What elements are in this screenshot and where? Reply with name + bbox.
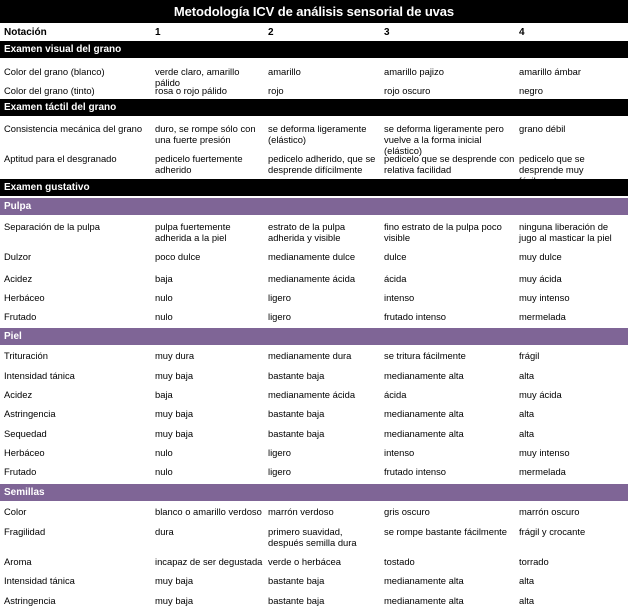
row-label: Astringencia <box>4 595 56 606</box>
section-examen-tactil: Examen táctil del grano <box>0 99 628 116</box>
cell-3: ácida <box>384 273 407 284</box>
cell-2: primero suavidad, después semilla dura <box>268 526 357 548</box>
cell-1: muy baja <box>155 575 194 586</box>
cell-3: se rompe bastante fácilmente <box>384 526 507 537</box>
cell-1: nulo <box>155 292 173 303</box>
header-col-3: 3 <box>384 27 390 38</box>
row-label: Acidez <box>4 273 33 284</box>
cell-1: pulpa fuertemente adherida a la piel <box>155 221 231 243</box>
cell-3: tostado <box>384 556 415 567</box>
cell-1: muy baja <box>155 595 194 606</box>
section-examen-visual: Examen visual del grano <box>0 41 628 58</box>
cell-2: pedicelo adherido, que se desprende difícilmente <box>268 153 376 175</box>
cell-2: bastante baja <box>268 370 325 381</box>
cell-1: blanco o amarillo verdoso <box>155 506 262 517</box>
cell-1: nulo <box>155 447 173 458</box>
cell-2: bastante baja <box>268 408 325 419</box>
cell-4: alta <box>519 575 535 586</box>
cell-1: rosa o rojo pálido <box>155 85 227 96</box>
cell-4: alta <box>519 595 535 606</box>
cell-4: muy dulce <box>519 251 562 262</box>
row-label: Intensidad tánica <box>4 370 75 381</box>
row-label: Trituración <box>4 350 48 361</box>
cell-4: negro <box>519 85 543 96</box>
cell-1: incapaz de ser degustada <box>155 556 263 567</box>
cell-4: mermelada <box>519 466 566 477</box>
cell-2: marrón verdoso <box>268 506 334 517</box>
cell-3: frutado intenso <box>384 466 447 477</box>
cell-3: medianamente alta <box>384 408 464 419</box>
cell-1: pedicelo fuertemente adherido <box>155 153 243 175</box>
cell-3: dulce <box>384 251 407 262</box>
row-label: Consistencia mecánica del grano <box>4 123 143 134</box>
cell-3: medianamente alta <box>384 575 464 586</box>
cell-4: frágil <box>519 350 540 361</box>
section-examen-gustativo: Examen gustativo <box>0 179 628 196</box>
table-title: Metodología ICV de análisis sensorial de uvas <box>0 0 628 23</box>
subsection-pulpa: Pulpa <box>0 198 628 215</box>
cell-1: nulo <box>155 311 173 322</box>
cell-2: bastante baja <box>268 575 325 586</box>
subsection-semillas: Semillas <box>0 484 628 501</box>
cell-3: se deforma ligeramente pero vuelve a la forma inicial (elástico) <box>384 123 504 156</box>
cell-2: estrato de la pulpa adherida y visible <box>268 221 346 243</box>
row-label: Herbáceo <box>4 447 45 458</box>
cell-3: se tritura fácilmente <box>384 350 466 361</box>
cell-4: alta <box>519 370 535 381</box>
cell-3: medianamente alta <box>384 370 464 381</box>
subsection-piel: Piel <box>0 328 628 345</box>
cell-4: muy ácida <box>519 389 562 400</box>
cell-3: rojo oscuro <box>384 85 431 96</box>
cell-3: pedicelo que se desprende con relativa facilidad <box>384 153 515 175</box>
cell-4: alta <box>519 428 535 439</box>
header-row <box>0 23 628 40</box>
row-label: Astringencia <box>4 408 56 419</box>
cell-2: medianamente dulce <box>268 251 356 262</box>
cell-4: mermelada <box>519 311 566 322</box>
cell-4: torrado <box>519 556 549 567</box>
row-label: Color del grano (tinto) <box>4 85 95 96</box>
cell-2: ligero <box>268 466 291 477</box>
row-label: Herbáceo <box>4 292 45 303</box>
cell-2: ligero <box>268 447 291 458</box>
cell-4: alta <box>519 408 535 419</box>
row-label: Color <box>4 506 27 517</box>
cell-1: muy baja <box>155 370 194 381</box>
cell-3: ácida <box>384 389 407 400</box>
row-label: Frutado <box>4 466 37 477</box>
cell-1: muy baja <box>155 408 194 419</box>
row-label: Fragilidad <box>4 526 46 537</box>
cell-2: amarillo <box>268 66 301 77</box>
row-label: Color del grano (blanco) <box>4 66 105 77</box>
header-col-1: 1 <box>155 27 161 38</box>
cell-3: medianamente alta <box>384 595 464 606</box>
cell-4: muy ácida <box>519 273 562 284</box>
cell-3: amarillo pajizo <box>384 66 444 77</box>
cell-2: medianamente ácida <box>268 273 356 284</box>
cell-3: frutado intenso <box>384 311 447 322</box>
row-label: Frutado <box>4 311 37 322</box>
cell-4: marrón oscuro <box>519 506 580 517</box>
cell-2: bastante baja <box>268 595 325 606</box>
cell-1: baja <box>155 273 173 284</box>
cell-4: frágil y crocante <box>519 526 586 537</box>
row-label: Aptitud para el desgranado <box>4 153 117 164</box>
cell-2: medianamente dura <box>268 350 352 361</box>
cell-1: verde claro, amarillo pálido <box>155 66 240 88</box>
cell-1: dura <box>155 526 174 537</box>
cell-2: ligero <box>268 292 291 303</box>
row-label: Separación de la pulpa <box>4 221 100 232</box>
cell-4: muy intenso <box>519 292 570 303</box>
cell-2: rojo <box>268 85 284 96</box>
header-col-2: 2 <box>268 27 274 38</box>
cell-3: intenso <box>384 292 415 303</box>
cell-2: se deforma ligeramente (elástico) <box>268 123 367 145</box>
cell-1: baja <box>155 389 173 400</box>
cell-1: muy baja <box>155 428 194 439</box>
cell-1: nulo <box>155 466 173 477</box>
row-label: Intensidad tánica <box>4 575 75 586</box>
cell-4: pedicelo que se desprende muy <box>519 153 585 175</box>
row-label: Dulzor <box>4 251 32 262</box>
row-label: Sequedad <box>4 428 47 439</box>
cell-3: gris oscuro <box>384 506 430 517</box>
cell-3: fino estrato de la pulpa poco visible <box>384 221 502 243</box>
cell-2: verde o herbácea <box>268 556 341 567</box>
header-col-4: 4 <box>519 27 525 38</box>
cell-4: amarillo ámbar <box>519 66 581 77</box>
cell-1: poco dulce <box>155 251 201 262</box>
header-notacion: Notación <box>4 27 47 38</box>
cell-1: duro, se rompe sólo con una fuerte presión <box>155 123 256 145</box>
cell-2: bastante baja <box>268 428 325 439</box>
cell-3: medianamente alta <box>384 428 464 439</box>
cell-4: ninguna liberación de jugo al masticar la piel <box>519 221 612 243</box>
cell-2: medianamente ácida <box>268 389 356 400</box>
cell-1: muy dura <box>155 350 195 361</box>
cell-4: muy intenso <box>519 447 570 458</box>
cell-3: intenso <box>384 447 415 458</box>
cell-4: grano débil <box>519 123 566 134</box>
row-label: Acidez <box>4 389 33 400</box>
row-label: Aroma <box>4 556 32 567</box>
cell-2: ligero <box>268 311 291 322</box>
